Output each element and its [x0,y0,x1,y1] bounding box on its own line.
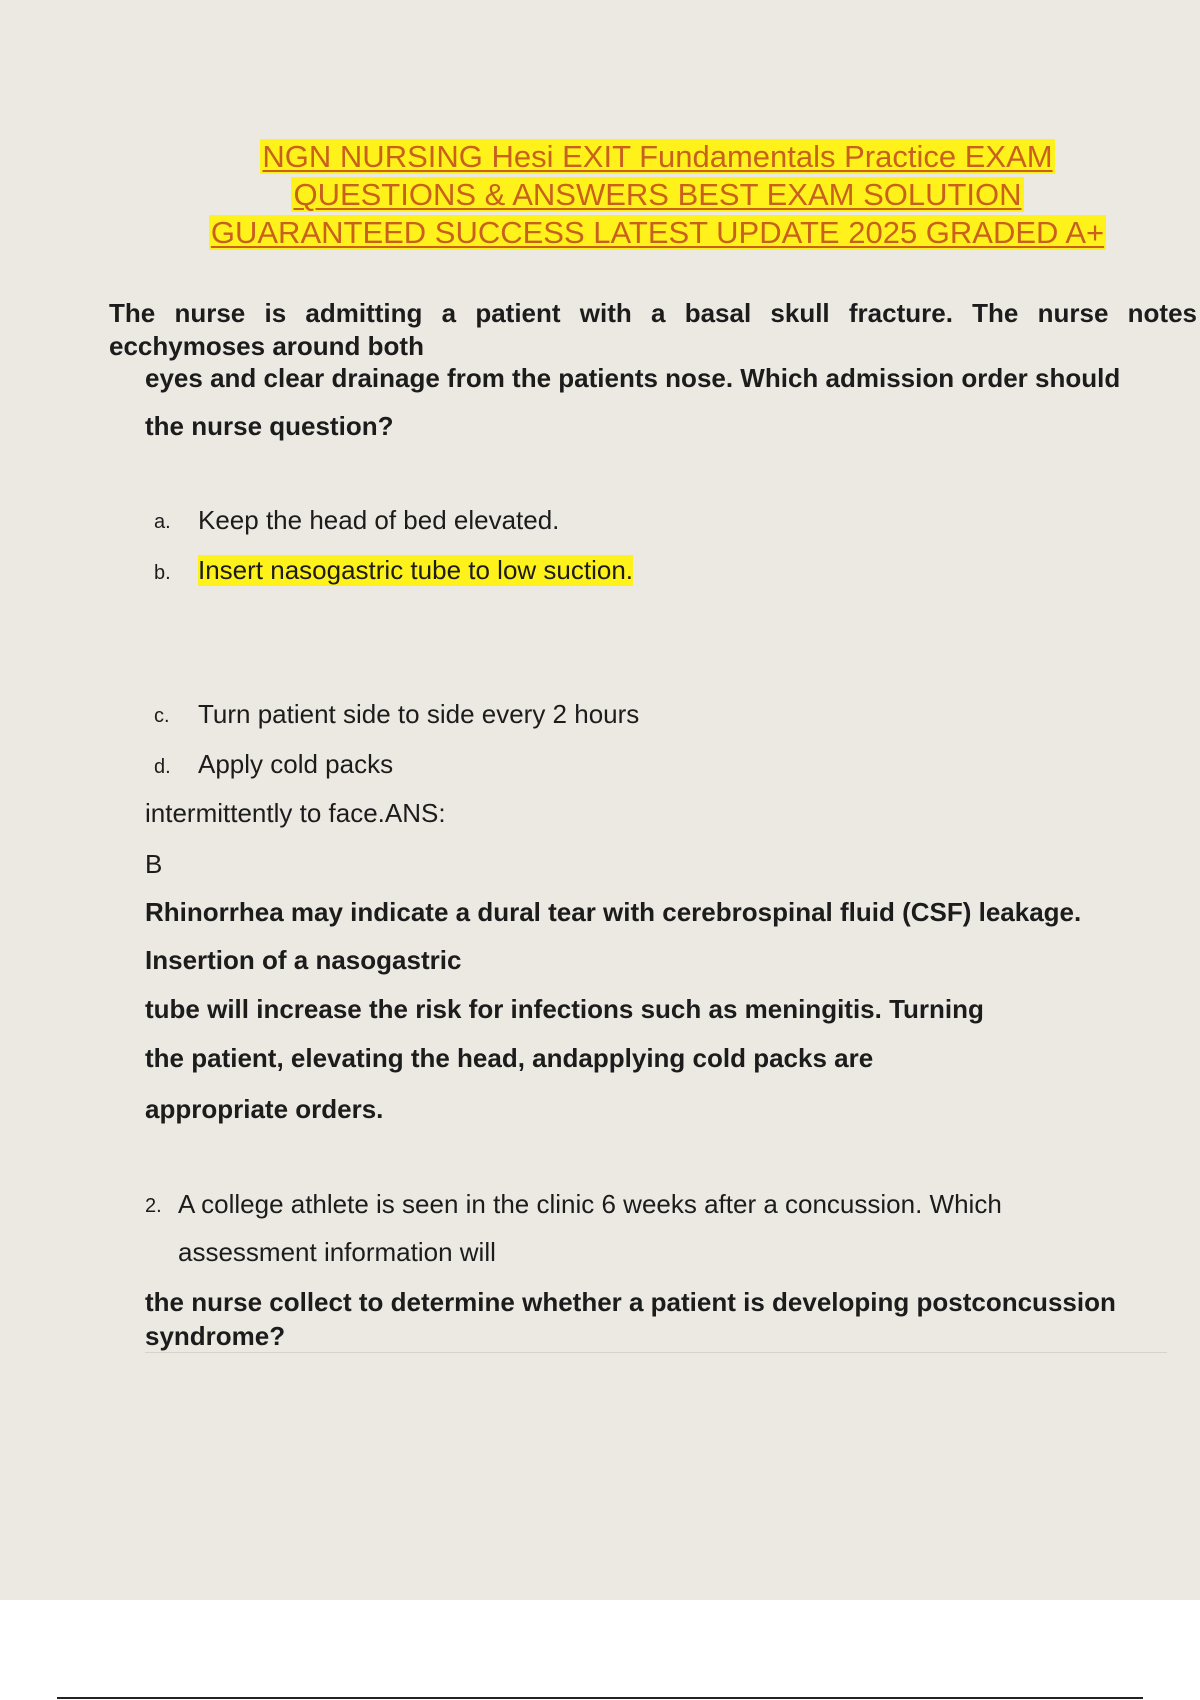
question2-line1: A college athlete is seen in the clinic 6 weeks after a concussion. Which [178,1189,1002,1219]
rationale-line-1: Rhinorrhea may indicate a dural tear with cerebrospinal fluid (CSF) leakage. [145,897,1082,927]
option-continuation: intermittently to face.ANS: [145,798,446,828]
option-b-letter: b. [154,562,171,584]
option-c-text: Turn patient side to side every 2 hours [198,699,640,729]
option-d-text: Apply cold packs [198,749,394,779]
bottom-rule [57,1697,1143,1699]
title-line-1: NGN NURSING Hesi EXIT Fundamentals Practice EXAM [262,139,1053,174]
question1-line1: The nurse is admitting a patient with a basal skull fracture. The nurse notes [109,298,1197,328]
question2-line4: syndrome? [145,1321,1167,1353]
rationale-line-4: the patient, elevating the head, andapplying cold packs are [145,1043,874,1073]
option-b-text: Insert nasogastric tube to low suction. [198,555,634,585]
question2-line2: assessment information will [178,1237,496,1267]
question2-line3: the nurse collect to determine whether a patient is developing postconcussion [145,1287,1116,1317]
question2-number: 2. [145,1195,162,1217]
question1-line2: ecchymoses around both [109,331,424,361]
document-title [0,138,1200,252]
rationale-line-3: tube will increase the risk for infections such as meningitis. Turning [145,994,984,1024]
title-line-3: GUARANTEED SUCCESS LATEST UPDATE 2025 GRADED A+ [210,215,1105,250]
option-a-text: Keep the head of bed elevated. [198,505,560,535]
question1-line3: eyes and clear drainage from the patients nose. Which admission order should [145,363,1121,393]
rationale-line-2: Insertion of a nasogastric [145,945,462,975]
rationale-line-5: appropriate orders. [145,1094,384,1124]
option-c-letter: c. [154,705,170,727]
question1-line4: the nurse question? [145,411,394,441]
option-d-letter: d. [154,756,171,778]
option-a-letter: a. [154,511,171,533]
title-line-2: QUESTIONS & ANSWERS BEST EXAM SOLUTION [293,177,1022,212]
answer-letter: B [145,849,163,879]
